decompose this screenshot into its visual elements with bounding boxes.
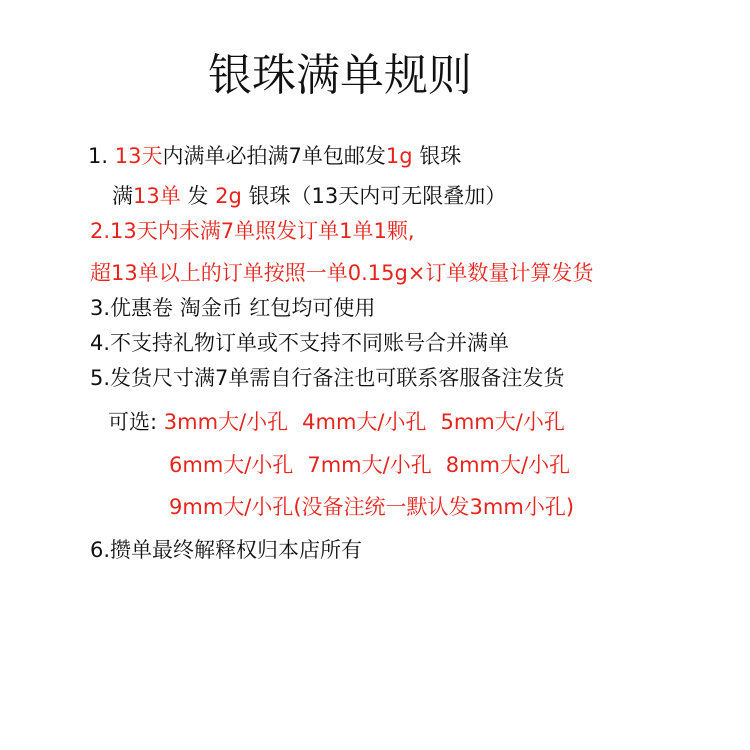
option-4mm: 4mm大/小孔: [302, 410, 427, 434]
rule-1-number: 1.: [88, 144, 115, 168]
size-options-row-2: [169, 450, 570, 480]
rule-1-weight: 1g: [385, 144, 413, 168]
rule-line-1: [88, 141, 461, 171]
rule-1b-weight: 2g: [215, 184, 242, 208]
rule-1b-orders: 13单: [133, 184, 181, 208]
size-options-row-1: [108, 407, 565, 437]
option-5mm: 5mm大/小孔: [440, 410, 565, 434]
rule-1b-prefix: 满: [112, 184, 133, 208]
rule-line-3: 3.优惠卷 淘金币 红包均可使用: [90, 296, 376, 320]
rule-line-2: 2.13天内未满7单照发订单1单1颗,: [90, 219, 415, 243]
option-8mm: 8mm大/小孔: [445, 453, 571, 477]
rule-1-suffix: 银珠: [412, 144, 462, 168]
rule-line-6: 6.攒单最终解释权归本店所有: [90, 538, 363, 562]
size-options-row-3: 9mm大/小孔(没备注统一默认发3mm小孔): [169, 495, 575, 519]
rule-1-text: 内满单必拍满7单包邮发: [162, 144, 386, 168]
option-7mm: 7mm大/小孔: [307, 453, 432, 477]
option-3mm: 3mm大/小孔: [163, 410, 289, 434]
rule-line-2-continued: 超13单以上的订单按照一单0.15g×订单数量计算发货: [90, 261, 594, 285]
rule-1b-suffix: 银珠（13天内可无限叠加）: [241, 184, 507, 208]
rule-line-4: 4.不支持礼物订单或不支持不同账号合并满单: [90, 331, 510, 355]
rule-1-days: 13天: [114, 144, 163, 168]
options-label: 可选:: [108, 410, 164, 434]
rule-line-5: 5.发货尺寸满7单需自行备注也可联系客服备注发货: [90, 366, 565, 390]
rule-1b-mid: 发: [180, 184, 216, 208]
page-title: 银珠满单规则: [208, 50, 472, 101]
rule-line-1-continued: [112, 181, 506, 211]
option-6mm: 6mm大/小孔: [169, 453, 294, 477]
